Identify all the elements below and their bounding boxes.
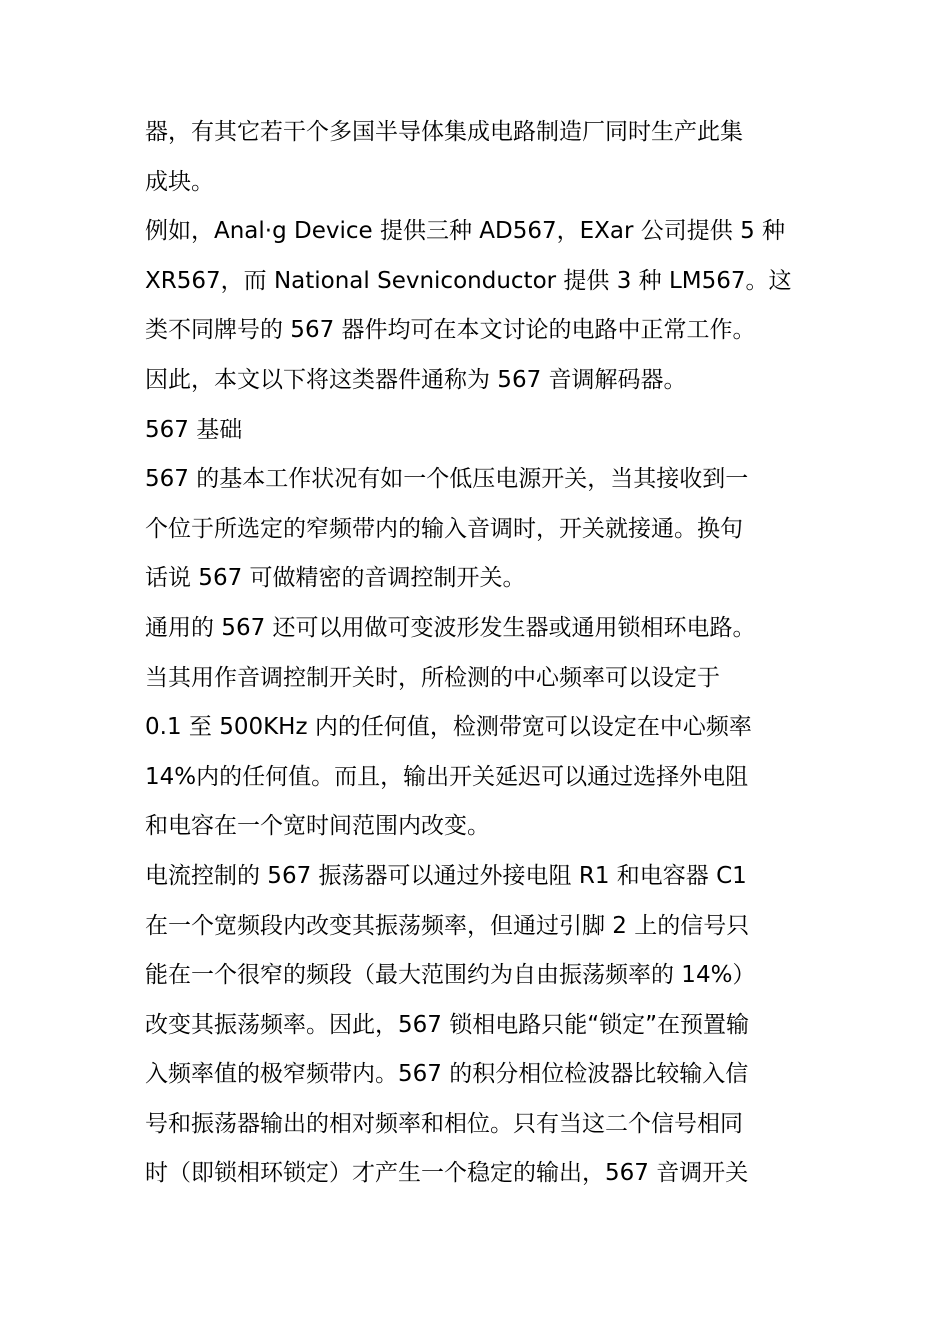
text-line: 个位于所选定的窄频带内的输入音调时，开关就接通。换句: [145, 515, 743, 542]
text-line: 当其用作音调控制开关时，所检测的中心频率可以设定于: [145, 664, 720, 691]
text-line: 时（即锁相环锁定）才产生一个稳定的输出，567 音调开关: [145, 1160, 749, 1187]
text-line: 号和振荡器输出的相对频率和相位。只有当这二个信号相同: [145, 1110, 743, 1137]
text-line: 14%内的任何值。而且，输出开关延迟可以通过选择外电阻: [145, 763, 749, 790]
text-line: 0.1 至 500KHz 内的任何值，检测带宽可以设定在中心频率: [145, 714, 752, 741]
text-line: 因此，本文以下将这类器件通称为 567 音调解码器。: [145, 366, 687, 393]
text-line: 在一个宽频段内改变其振荡频率，但通过引脚 2 上的信号只: [145, 912, 750, 939]
text-line: 567 的基本工作状况有如一个低压电源开关，当其接收到一: [145, 466, 749, 493]
text-line: 入频率值的极窄频带内。567 的积分相位检波器比较输入信: [145, 1061, 749, 1088]
text-line: 和电容在一个宽时间范围内改变。: [145, 813, 490, 840]
text-line: 器，有其它若干个多国半导体集成电路制造厂同时生产此集: [145, 119, 743, 145]
text-line: 例如，Anal·g Device 提供三种 AD567，EXar 公司提供 5 种: [145, 218, 786, 245]
text-line: 电流控制的 567 振荡器可以通过外接电阻 R1 和电容器 C1: [145, 862, 747, 889]
text-line: XR567，而 National Sevniconductor 提供 3 种 LM567。这: [145, 267, 792, 294]
text-line: 能在一个很窄的频段（最大范围约为自由振荡频率的 14%）: [145, 962, 756, 989]
section-heading: 567 基础: [145, 416, 243, 443]
text-line: 通用的 567 还可以用做可变波形发生器或通用锁相环电路。: [145, 614, 756, 641]
text-line: 话说 567 可做精密的音调控制开关。: [145, 565, 526, 592]
text-line: 改变其振荡频率。因此，567 锁相电路只能“锁定”在预置输: [145, 1011, 750, 1038]
text-line: 成块。: [145, 168, 214, 195]
body-text: [145, 108, 815, 1199]
text-line: 类不同牌号的 567 器件均可在本文讨论的电路中正常工作。: [145, 317, 756, 344]
